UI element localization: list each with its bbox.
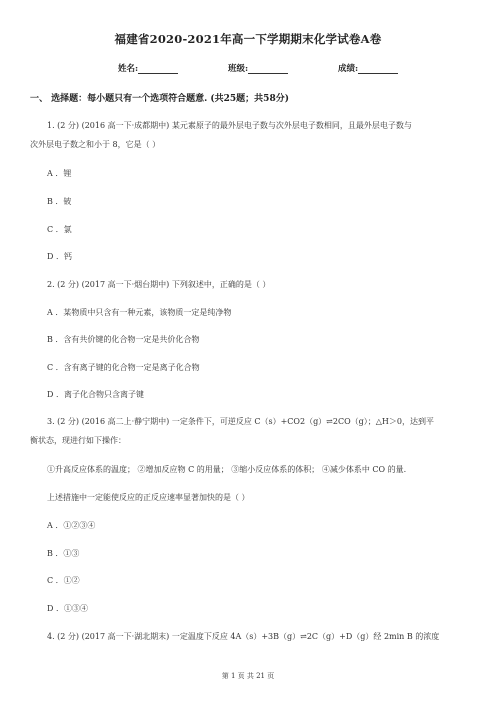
question-2-option-d: D ．离子化合物只含离子键 [47,390,144,399]
question-3-line-1: 3. (2 分) (2016 高二上·静宁期中) 一定条件下，可逆反应 C（s）+CO2（g）⇌2CO（g）；△H＞0，达到平 [47,417,434,426]
page-footer: 第 1 页 共 21 页 [221,672,275,680]
name-label: 姓名: [118,64,139,74]
question-3-option-a: A ．①②③④ [47,521,96,530]
class-label: 班级: [228,64,249,74]
score-field [338,62,398,74]
question-3-option-d: D ．①③④ [47,604,88,613]
question-3-option-b: B ．①③ [47,549,80,558]
question-1-option-b: B ．铍 [47,197,72,206]
question-4-line-1: 4. (2 分) (2017 高一下·湖北期末) 一定温度下反应 4A（s）+3B（g）⇌2C（g）+D（g）经 2min B 的浓度 [47,632,440,641]
question-3-option-c: C ．①② [47,576,80,585]
document-title: 福建省2020-2021年高一下学期期末化学试卷A卷 [114,32,382,46]
question-1-option-d: D ．钙 [47,252,72,261]
score-label: 成绩: [338,64,359,74]
question-1-line-1: 1. (2 分) (2016 高一下·成都期中) 某元素原子的最外层电子数与次外层电子数相同，且最外层电子数与 [47,121,412,130]
section-heading: 一、 选择题：每小题只有一个选项符合题意. (共25题；共58分) [30,94,289,104]
question-2-option-b: B ．含有共价键的化合物一定是共价化合物 [47,335,200,344]
score-blank [358,64,398,74]
question-1-line-2: 次外层电子数之和小于 8，它是（ ） [30,140,161,149]
name-field [118,62,178,74]
question-2-line-1: 2. (2 分) (2017 高一下·烟台期中) 下列叙述中，正确的是（ ） [47,280,271,289]
name-blank [138,64,178,74]
question-3-line-2: 衡状态，现进行如下操作： [30,436,126,445]
question-2-option-a: A ．某物质中只含有一种元素，该物质一定是纯净物 [47,308,232,317]
question-2-option-c: C ．含有离子键的化合物一定是离子化合物 [47,363,200,372]
class-field [228,62,288,74]
question-3-line-3: ①升高反应体系的温度； ②增加反应物 C 的用量； ③缩小反应体系的体积； ④减少体系中 CO 的量. [47,465,407,474]
class-blank [248,64,288,74]
question-3-line-4: 上述措施中一定能使反应的正反应速率显著加快的是（ ） [47,493,250,502]
question-1-option-c: C ．氯 [47,225,72,234]
question-1-option-a: A ．锂 [47,169,72,178]
